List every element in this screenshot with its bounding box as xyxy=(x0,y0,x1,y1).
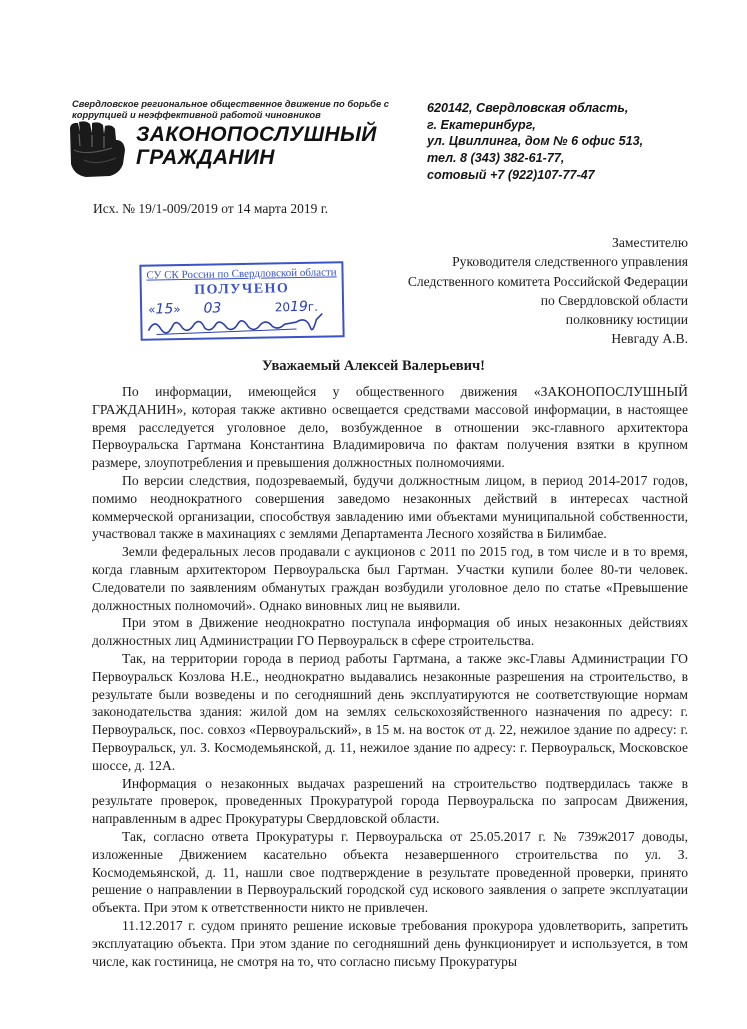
stamp-org: СУ СК России по Свердловской области xyxy=(146,266,337,282)
fist-icon xyxy=(66,120,128,178)
received-stamp xyxy=(139,261,344,341)
handwritten-signature xyxy=(146,311,336,338)
contact-line: тел. 8 (343) 382-61-77, xyxy=(427,151,565,166)
stamp-day: 15 xyxy=(155,301,174,318)
contact-line: г. Екатеринбург, xyxy=(427,117,536,132)
body-paragraph: При этом в Движение неоднократно поступала информация об иных незаконных действиях должностных лиц Администрации ГО Первоуральск в сфере строительства. xyxy=(92,615,688,649)
contact-line: ул. Цвиллинга, дом № 6 офис 513, xyxy=(427,134,644,149)
body-paragraph: Так, согласно ответа Прокуратуры г. Первоуральска от 25.05.2017 г. № 739ж2017 доводы, изложенные Движением касательно объекта незавершенного строительства по ул. З. Космодемьянской, д. 11, нашли свое подтверждение в результате проведенной проверки, принято решение о направлении в Первоуральский городской суд искового заявления о запрете эксплуатации объекта. При этом к ответственности никто не привлечен. xyxy=(92,828,688,916)
stamp-date: «15» 03 2019г. xyxy=(148,298,319,318)
letter-body xyxy=(92,383,688,970)
addressee-block xyxy=(408,233,688,349)
addressee-line: Невгаду А.В. xyxy=(611,331,688,347)
addressee-line: полковнику юстиции xyxy=(565,312,688,328)
addressee-line: по Свердловской области xyxy=(540,292,688,308)
addressee-line: Руководителя следственного управления xyxy=(452,254,688,270)
body-paragraph: Земли федеральных лесов продавали с аукционов с 2011 по 2015 год, в том числе и в то время, когда главным архитектором Первоуральска был Гартман. Участки купили более 80-ти человек. Следователи по заявлениям обманутых граждан возбудили уголовное дело по статье «Превышение должностных полномочий». Однако виновных лиц не выявили. xyxy=(92,544,688,613)
greeting: Уважаемый Алексей Валерьевич! xyxy=(262,358,485,374)
contact-line: 620142, Свердловская область, xyxy=(427,101,629,115)
body-paragraph: 11.12.2017 г. судом принято решение исковые требования прокурора удовлетворить, запретить эксплуатацию объекта. При этом здание по сегодняшний день функционирует и используется, в том числе, как гостиница, не смотря на то, что согласно письму Прокуратуры xyxy=(92,917,688,969)
stamp-year-suffix: 19 xyxy=(289,298,309,316)
body-paragraph: По версии следствия, подозреваемый, будучи должностным лицом, в период 2014-2017 годов, помимо неоднократного совершения заведомо незаконных действий в интересах частной коммерческой организации, способствуя завладению ими объектами муниципальной собственности, участвовал также в махинациях с землями Департамента Лесного хозяйства в Билимбае. xyxy=(92,472,688,542)
contact-line: сотовый +7 (922)107-77-47 xyxy=(427,167,595,182)
org-name xyxy=(136,123,377,169)
addressee-line: Следственного комитета Российской Федерации xyxy=(407,273,688,289)
stamp-year-prefix: 20 xyxy=(274,300,291,315)
org-name-line1: ЗАКОНОПОСЛУШНЫЙ xyxy=(136,123,377,146)
org-description: Свердловское региональное общественное движение по борьбе с коррупцией и неэффективной работой чиновников xyxy=(72,98,389,120)
contact-block xyxy=(427,100,643,184)
body-paragraph: Так, на территории города в период работы Гартмана, а также экс-Главы Администрации ГО Первоуральск Козлова Н.Е., неоднократно выдавались незаконные разрешения на строительство, в результате были возведены и по сегодняшний день эксплуатируются не соответствующие нормам законодательства здания: жилой дом на землях сельскохозяйственного назначения по адресу: г. Первоуральск, пос. совхоз «Первоуральский», в 15 м. на восток от д. 22, нежилое здание по адресу: г. Первоуральск, ул. З. Космодемьянской, д. 11, нежилое здание по адресу: г. Первоуральск, Московское шоссе, д. 12А. xyxy=(92,650,688,773)
stamp-received-label: ПОЛУЧЕНО xyxy=(194,281,290,298)
outgoing-number: Исх. № 19/1-009/2019 от 14 марта 2019 г. xyxy=(93,201,329,216)
org-name-line2: ГРАЖДАНИН xyxy=(136,146,275,169)
stamp-month: 03 xyxy=(203,300,222,317)
body-paragraph: Информация о незаконных выдачах разрешений на строительство подтвердилась также в результате проверок, проведенных Прокуратурой города Первоуральска по запросам Движения, направленным в адрес Прокуратуры Свердловской области. xyxy=(92,775,688,827)
addressee-line: Заместителю xyxy=(612,235,688,250)
body-paragraph: По информации, имеющейся у общественного движения «ЗАКОНОПОСЛУШНЫЙ ГРАЖДАНИН», которая также активно освещается средствами массовой информации, в настоящее время расследуется уголовное дело, возбужденное в отношении экс-главного архитектора Первоуральска Гартмана Константина Владимировича по фактам получения взятки в крупном размере, злоупотребления и превышения должностных полномочиями. xyxy=(92,384,688,471)
